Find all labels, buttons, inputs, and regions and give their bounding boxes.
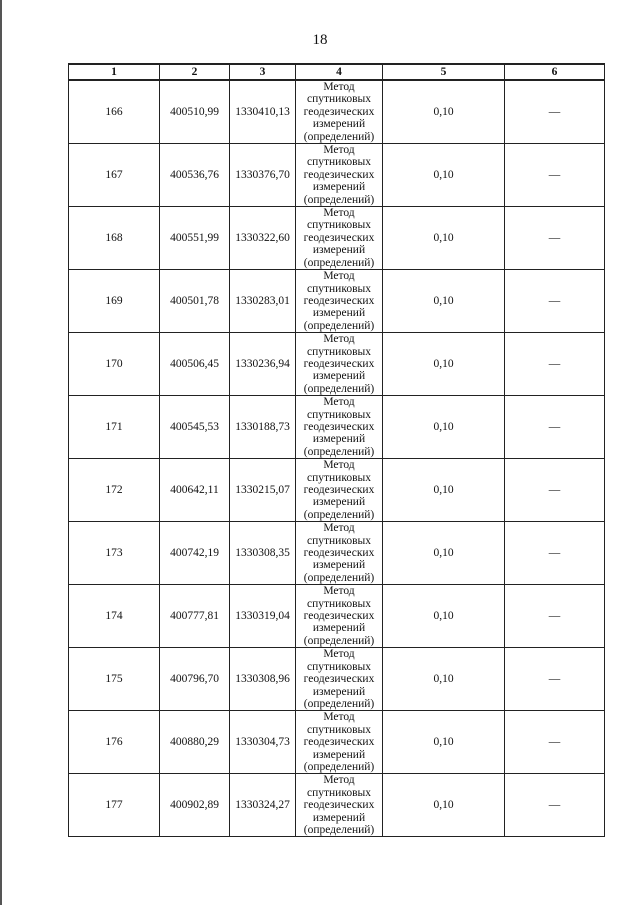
note-cell: — bbox=[505, 522, 605, 585]
accuracy-cell: 0,10 bbox=[383, 648, 505, 711]
method-cell bbox=[296, 585, 383, 648]
x-coordinate-cell: 400536,76 bbox=[160, 144, 230, 207]
method-line: Метод bbox=[323, 144, 355, 157]
accuracy-cell: 0,10 bbox=[383, 270, 505, 333]
method-line: Метод bbox=[323, 774, 355, 787]
method-cell bbox=[296, 80, 383, 144]
y-coordinate-cell: 1330308,35 bbox=[230, 522, 296, 585]
method-line: спутниковых bbox=[306, 786, 371, 799]
note-cell: — bbox=[505, 144, 605, 207]
accuracy-cell: 0,10 bbox=[383, 459, 505, 522]
method-cell bbox=[296, 396, 383, 459]
x-coordinate-cell: 400501,78 bbox=[160, 270, 230, 333]
x-coordinate-cell: 400642,11 bbox=[160, 459, 230, 522]
point-number-cell: 174 bbox=[69, 585, 160, 648]
table-row bbox=[69, 144, 605, 207]
method-cell bbox=[296, 144, 383, 207]
note-cell: — bbox=[505, 459, 605, 522]
accuracy-cell: 0,10 bbox=[383, 80, 505, 144]
table-row bbox=[69, 207, 605, 270]
method-line: геодезических bbox=[303, 673, 375, 686]
note-cell: — bbox=[505, 711, 605, 774]
method-line: геодезических bbox=[303, 736, 375, 749]
method-line: Метод bbox=[323, 81, 355, 93]
accuracy-cell: 0,10 bbox=[383, 333, 505, 396]
column-header: 4 bbox=[296, 64, 383, 80]
y-coordinate-cell: 1330376,70 bbox=[230, 144, 296, 207]
method-line: измерений bbox=[312, 370, 366, 383]
note-cell: — bbox=[505, 774, 605, 837]
method-line: Метод bbox=[323, 648, 355, 661]
accuracy-cell: 0,10 bbox=[383, 396, 505, 459]
y-coordinate-cell: 1330304,73 bbox=[230, 711, 296, 774]
point-number-cell: 173 bbox=[69, 522, 160, 585]
y-coordinate-cell: 1330236,94 bbox=[230, 333, 296, 396]
table-row bbox=[69, 333, 605, 396]
method-line: измерений bbox=[312, 496, 366, 509]
y-coordinate-cell: 1330215,07 bbox=[230, 459, 296, 522]
method-line: геодезических bbox=[303, 231, 375, 244]
note-cell: — bbox=[505, 207, 605, 270]
method-line: геодезических bbox=[303, 420, 375, 433]
method-line: (определений) bbox=[303, 634, 375, 647]
note-cell: — bbox=[505, 585, 605, 648]
method-line: измерений bbox=[312, 433, 366, 446]
page-number: 18 bbox=[312, 32, 328, 48]
x-coordinate-cell: 400742,19 bbox=[160, 522, 230, 585]
method-line: измерений bbox=[312, 307, 366, 320]
method-line: спутниковых bbox=[306, 660, 371, 673]
method-line: геодезических bbox=[303, 357, 375, 370]
method-line: спутниковых bbox=[306, 408, 371, 421]
method-line: Метод bbox=[323, 333, 355, 346]
y-coordinate-cell: 1330308,96 bbox=[230, 648, 296, 711]
method-line: геодезических bbox=[303, 610, 375, 623]
table-row bbox=[69, 711, 605, 774]
accuracy-cell: 0,10 bbox=[383, 207, 505, 270]
table-row bbox=[69, 648, 605, 711]
method-line: спутниковых bbox=[306, 282, 371, 295]
method-line: Метод bbox=[323, 585, 355, 598]
method-line: (определений) bbox=[303, 193, 375, 206]
method-line: спутниковых bbox=[306, 471, 371, 484]
method-line: геодезических bbox=[303, 484, 375, 496]
coordinates-table bbox=[68, 63, 605, 837]
method-line: (определений) bbox=[303, 130, 375, 143]
column-header: 1 bbox=[69, 64, 160, 80]
y-coordinate-cell: 1330283,01 bbox=[230, 270, 296, 333]
table-row bbox=[69, 396, 605, 459]
method-line: измерений bbox=[312, 559, 366, 572]
method-line: измерений bbox=[312, 685, 366, 698]
method-line: (определений) bbox=[303, 823, 375, 836]
header-row bbox=[69, 64, 605, 80]
accuracy-cell: 0,10 bbox=[383, 774, 505, 837]
method-line: спутниковых bbox=[306, 723, 371, 736]
method-line: (определений) bbox=[303, 319, 375, 332]
point-number-cell: 167 bbox=[69, 144, 160, 207]
method-cell bbox=[296, 459, 383, 522]
page-edge-line bbox=[0, 0, 2, 905]
method-cell bbox=[296, 207, 383, 270]
method-line: измерений bbox=[312, 811, 366, 824]
table-row bbox=[69, 522, 605, 585]
table-row bbox=[69, 774, 605, 837]
method-line: измерений bbox=[312, 622, 366, 635]
method-line: Метод bbox=[323, 396, 355, 409]
note-cell: — bbox=[505, 648, 605, 711]
method-line: Метод bbox=[323, 711, 355, 724]
method-line: (определений) bbox=[303, 382, 375, 395]
method-line: спутниковых bbox=[306, 93, 371, 106]
x-coordinate-cell: 400880,29 bbox=[160, 711, 230, 774]
accuracy-cell: 0,10 bbox=[383, 522, 505, 585]
table-row bbox=[69, 585, 605, 648]
method-line: (определений) bbox=[303, 508, 375, 521]
method-line: геодезических bbox=[303, 168, 375, 181]
point-number-cell: 166 bbox=[69, 80, 160, 144]
method-line: спутниковых bbox=[306, 219, 371, 232]
method-line: геодезических bbox=[303, 547, 375, 560]
method-line: геодезических bbox=[303, 799, 375, 812]
x-coordinate-cell: 400551,99 bbox=[160, 207, 230, 270]
x-coordinate-cell: 400777,81 bbox=[160, 585, 230, 648]
table-row bbox=[69, 80, 605, 144]
method-line: геодезических bbox=[303, 294, 375, 307]
method-cell bbox=[296, 270, 383, 333]
point-number-cell: 170 bbox=[69, 333, 160, 396]
note-cell: — bbox=[505, 396, 605, 459]
table-row bbox=[69, 270, 605, 333]
accuracy-cell: 0,10 bbox=[383, 144, 505, 207]
point-number-cell: 175 bbox=[69, 648, 160, 711]
method-line: (определений) bbox=[303, 256, 375, 269]
y-coordinate-cell: 1330322,60 bbox=[230, 207, 296, 270]
method-line: измерений bbox=[312, 118, 366, 131]
x-coordinate-cell: 400796,70 bbox=[160, 648, 230, 711]
point-number-cell: 171 bbox=[69, 396, 160, 459]
point-number-cell: 168 bbox=[69, 207, 160, 270]
method-line: (определений) bbox=[303, 445, 375, 458]
method-line: измерений bbox=[312, 244, 366, 257]
x-coordinate-cell: 400545,53 bbox=[160, 396, 230, 459]
method-line: (определений) bbox=[303, 697, 375, 710]
table-row bbox=[69, 459, 605, 522]
method-cell bbox=[296, 711, 383, 774]
method-line: спутниковых bbox=[306, 156, 371, 169]
column-header: 3 bbox=[230, 64, 296, 80]
y-coordinate-cell: 1330324,27 bbox=[230, 774, 296, 837]
point-number-cell: 172 bbox=[69, 459, 160, 522]
accuracy-cell: 0,10 bbox=[383, 711, 505, 774]
note-cell: — bbox=[505, 333, 605, 396]
point-number-cell: 177 bbox=[69, 774, 160, 837]
method-line: спутниковых bbox=[306, 597, 371, 610]
point-number-cell: 169 bbox=[69, 270, 160, 333]
point-number-cell: 176 bbox=[69, 711, 160, 774]
x-coordinate-cell: 400902,89 bbox=[160, 774, 230, 837]
method-line: измерений bbox=[312, 748, 366, 761]
column-header: 5 bbox=[383, 64, 505, 80]
method-line: спутниковых bbox=[306, 345, 371, 358]
note-cell: — bbox=[505, 80, 605, 144]
method-line: Метод bbox=[323, 270, 355, 283]
method-line: геодезических bbox=[303, 105, 375, 118]
y-coordinate-cell: 1330410,13 bbox=[230, 80, 296, 144]
x-coordinate-cell: 400506,45 bbox=[160, 333, 230, 396]
method-line: Метод bbox=[323, 522, 355, 535]
note-cell: — bbox=[505, 270, 605, 333]
method-cell bbox=[296, 522, 383, 585]
method-cell bbox=[296, 333, 383, 396]
method-line: Метод bbox=[323, 459, 355, 472]
column-header: 2 bbox=[160, 64, 230, 80]
method-line: спутниковых bbox=[306, 534, 371, 547]
column-header: 6 bbox=[505, 64, 605, 80]
method-cell bbox=[296, 774, 383, 837]
x-coordinate-cell: 400510,99 bbox=[160, 80, 230, 144]
method-line: (определений) bbox=[303, 760, 375, 773]
method-cell bbox=[296, 648, 383, 711]
table-body bbox=[69, 80, 605, 837]
method-line: (определений) bbox=[303, 571, 375, 584]
y-coordinate-cell: 1330188,73 bbox=[230, 396, 296, 459]
method-line: измерений bbox=[312, 181, 366, 194]
accuracy-cell: 0,10 bbox=[383, 585, 505, 648]
method-line: Метод bbox=[323, 207, 355, 220]
y-coordinate-cell: 1330319,04 bbox=[230, 585, 296, 648]
